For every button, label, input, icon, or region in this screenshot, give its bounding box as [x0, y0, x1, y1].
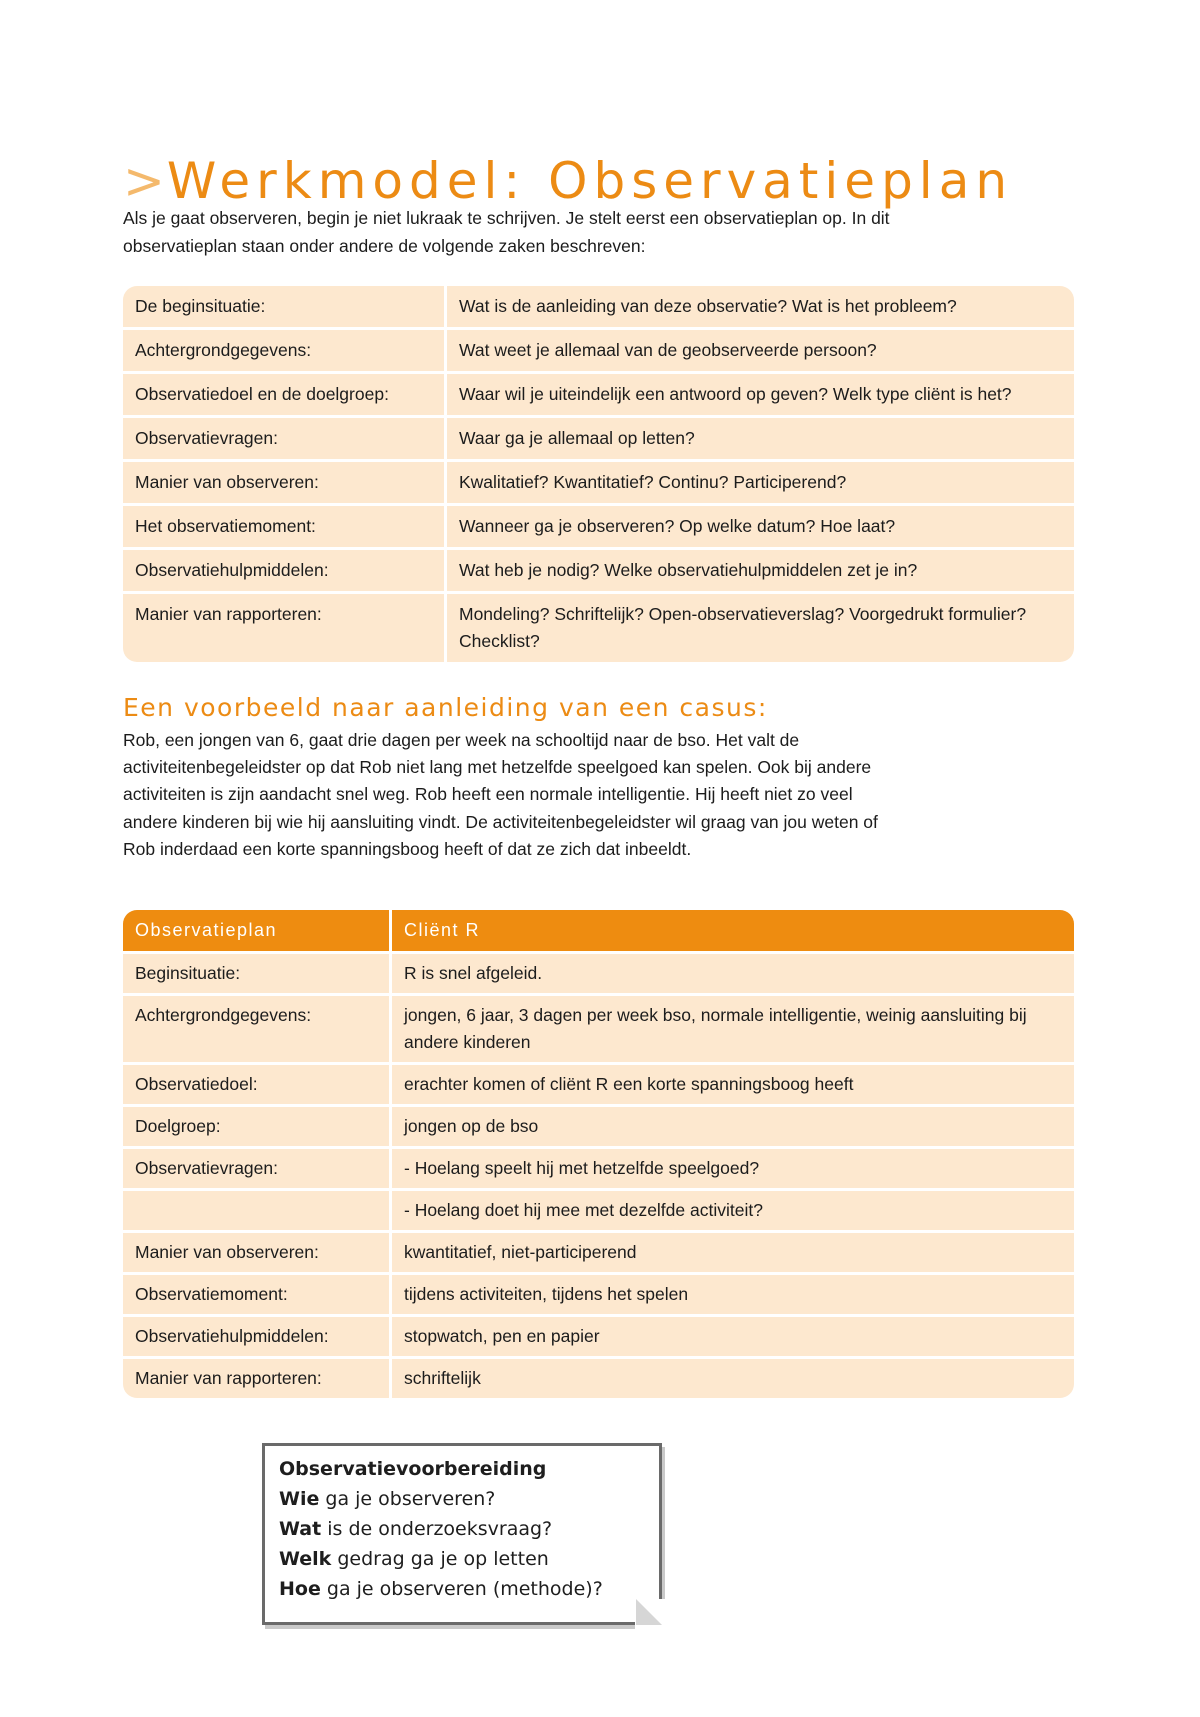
table-row [123, 1107, 1074, 1149]
row-label: Observatiedoel en de doelgroep: [123, 374, 447, 418]
table-row [123, 1317, 1074, 1359]
table-row [123, 418, 1074, 462]
example-heading: Een voorbeeld naar aanleiding van een casus: [123, 693, 768, 722]
row-value: schriftelijk [392, 1359, 1074, 1398]
table-row [123, 954, 1074, 996]
row-value: Wat is de aanleiding van deze observatie? Wat is het probleem? [447, 286, 1074, 330]
row-label: Observatiemoment: [123, 1275, 392, 1317]
row-label: Manier van observeren: [123, 1233, 392, 1275]
row-value: Wat heb je nodig? Welke observatiehulpmiddelen zet je in? [447, 550, 1074, 594]
page-curl-icon [636, 1599, 662, 1625]
table-row [123, 1359, 1074, 1398]
table-row [123, 286, 1074, 330]
row-label: Observatievragen: [123, 418, 447, 462]
table-row [123, 1149, 1074, 1191]
row-label: Observatiedoel: [123, 1065, 392, 1107]
prep-keyword: Wie [279, 1488, 320, 1510]
client-plan-table [123, 910, 1074, 1398]
row-label [123, 1191, 392, 1233]
table-row [123, 1065, 1074, 1107]
row-value: Mondeling? Schriftelijk? Open-observatieverslag? Voorgedrukt formulier? Checklist? [447, 594, 1074, 662]
row-value: kwantitatief, niet-participerend [392, 1233, 1074, 1275]
row-label: Achtergrondgegevens: [123, 996, 392, 1065]
table-row [123, 996, 1074, 1065]
row-label: Het observatiemoment: [123, 506, 447, 550]
row-label: Beginsituatie: [123, 954, 392, 996]
table-row [123, 462, 1074, 506]
row-value: - Hoelang speelt hij met hetzelfde speelgoed? [392, 1149, 1074, 1191]
row-value: R is snel afgeleid. [392, 954, 1074, 996]
row-label: Observatiehulpmiddelen: [123, 550, 447, 594]
row-value: Waar ga je allemaal op letten? [447, 418, 1074, 462]
prep-keyword: Hoe [279, 1578, 321, 1600]
prep-text: gedrag ga je op letten [331, 1548, 549, 1570]
case-paragraph: Rob, een jongen van 6, gaat drie dagen per week na schooltijd naar de bso. Het valt de activiteitenbegeleidster op dat Rob niet lang met hetzelfde speelgoed kan spelen. Ook bij andere activiteiten is zijn aandacht snel weg. Rob heeft een normale intelligentie. Hij heeft niet zo veel andere kinderen bij wie hij aansluiting vindt. De activiteitenbegeleidster wil graag van jou weten of Rob inderdaad een korte spanningsboog heeft of dat ze zich dat inbeeldt. [123, 730, 878, 859]
row-value: stopwatch, pen en papier [392, 1317, 1074, 1359]
prep-card-title: Observatievoorbereiding [279, 1458, 547, 1480]
header-client: Cliënt R [392, 910, 1074, 954]
prep-keyword: Welk [279, 1548, 332, 1570]
row-value: jongen, 6 jaar, 3 dagen per week bso, normale intelligentie, weinig aansluiting bij andere kinderen [392, 996, 1074, 1065]
page-title-text: Werkmodel: Observatieplan [166, 151, 1014, 210]
prep-line-which [279, 1544, 645, 1574]
row-label: Observatiehulpmiddelen: [123, 1317, 392, 1359]
row-label: Achtergrondgegevens: [123, 330, 447, 374]
row-label: Observatievragen: [123, 1149, 392, 1191]
observation-plan-table [123, 286, 1074, 662]
intro-paragraph: Als je gaat observeren, begin je niet lukraak te schrijven. Je stelt eerst een observatieplan op. In dit observatieplan staan onder andere de volgende zaken beschreven: [123, 208, 890, 256]
row-value: jongen op de bso [392, 1107, 1074, 1149]
observation-prep-card [262, 1443, 662, 1625]
row-value: Waar wil je uiteindelijk een antwoord op geven? Welk type cliënt is het? [447, 374, 1074, 418]
table-header-row [123, 910, 1074, 954]
prep-line-what [279, 1514, 645, 1544]
row-label: Doelgroep: [123, 1107, 392, 1149]
row-label: Manier van observeren: [123, 462, 447, 506]
prep-text: ga je observeren? [319, 1488, 496, 1510]
prep-line-who [279, 1484, 645, 1514]
row-value: Wanneer ga je observeren? Op welke datum? Hoe laat? [447, 506, 1074, 550]
row-value: erachter komen of cliënt R een korte spanningsboog heeft [392, 1065, 1074, 1107]
table-row [123, 1275, 1074, 1317]
table-row [123, 594, 1074, 662]
row-value: - Hoelang doet hij mee met dezelfde activiteit? [392, 1191, 1074, 1233]
prep-text: is de onderzoeksvraag? [321, 1518, 553, 1540]
prep-line-how [279, 1574, 645, 1604]
prep-text: ga je observeren (methode)? [320, 1578, 603, 1600]
title-arrow-icon: > [123, 151, 167, 210]
row-value: Kwalitatief? Kwantitatief? Continu? Participerend? [447, 462, 1074, 506]
row-value: Wat weet je allemaal van de geobserveerde persoon? [447, 330, 1074, 374]
prep-keyword: Wat [279, 1518, 322, 1540]
table-row [123, 1233, 1074, 1275]
table-row [123, 374, 1074, 418]
page-title [123, 152, 1013, 210]
row-label: Manier van rapporteren: [123, 594, 447, 662]
row-value: tijdens activiteiten, tijdens het spelen [392, 1275, 1074, 1317]
row-label: De beginsituatie: [123, 286, 447, 330]
table-row [123, 1191, 1074, 1233]
row-label: Manier van rapporteren: [123, 1359, 392, 1398]
header-observatieplan: Observatieplan [123, 910, 392, 954]
table-row [123, 506, 1074, 550]
table-row [123, 330, 1074, 374]
table-row [123, 550, 1074, 594]
